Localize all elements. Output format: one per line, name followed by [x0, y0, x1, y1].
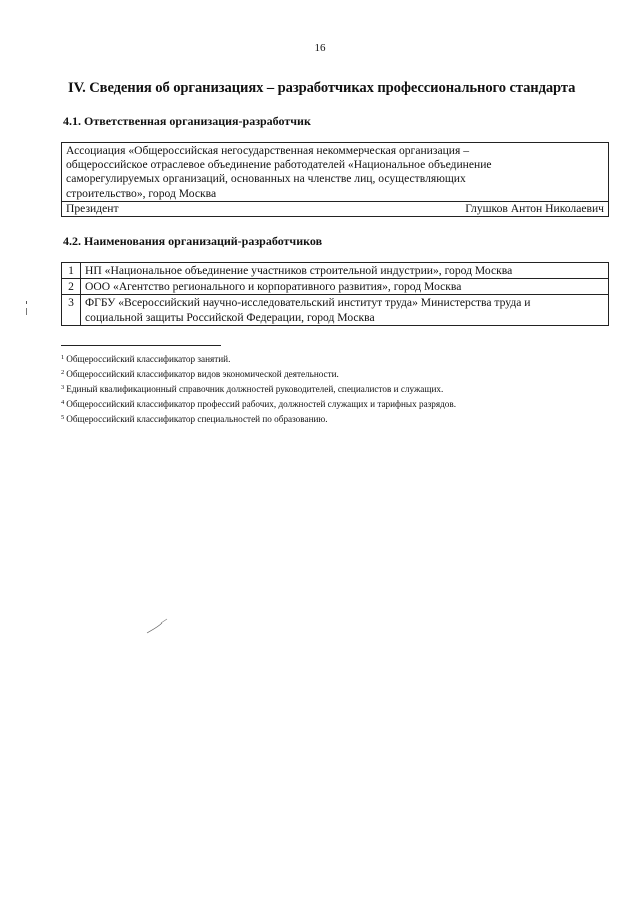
pen-stroke-mark — [146, 618, 168, 634]
footnote-divider — [61, 345, 221, 346]
footnote-mark: 1 — [61, 354, 65, 361]
responsible-org-cell — [62, 143, 609, 202]
footnote — [61, 351, 611, 366]
footnote — [61, 366, 611, 381]
responsible-org-row — [62, 143, 609, 202]
head-full-name: Глушков Антон Николаевич — [465, 201, 604, 215]
org-name-line: ООО «Агентство регионального и корпоративного развития», город Москва — [85, 280, 462, 294]
head-position: Президент — [66, 201, 119, 215]
footnote-mark: 4 — [61, 399, 65, 406]
page-number: 16 — [314, 42, 326, 54]
responsible-org-table — [61, 142, 609, 217]
org-name-line: саморегулируемых организаций, основанных на членстве лиц, осуществляющих — [66, 172, 466, 186]
responsible-org-heading: 4.1. Ответственная организация-разработчик — [63, 114, 311, 128]
footnotes — [61, 351, 611, 426]
footnote-mark: 5 — [61, 414, 65, 421]
org-name-line: общероссийское отраслевое объединение работодателей «Национальное объединение — [66, 158, 492, 172]
section-title: IV. Сведения об организациях – разработчиках профессионального стандарта — [68, 80, 576, 96]
org-name-cell — [81, 263, 609, 279]
org-name-cell — [81, 295, 609, 325]
footnote-text: Общероссийский классификатор занятий. — [66, 354, 231, 364]
table-row — [62, 263, 609, 279]
developer-orgs-table — [61, 262, 609, 326]
org-name-line: ФГБУ «Всероссийский научно-исследовательский институт труда» Министерства труда и — [85, 296, 531, 310]
footnote-mark: 2 — [61, 369, 65, 376]
table-row — [62, 279, 609, 295]
footnote-text: Общероссийский классификатор видов экономической деятельности. — [66, 369, 339, 379]
org-name-line: Ассоциация «Общероссийская негосударственная некоммерческая организация – — [66, 144, 470, 157]
developer-orgs-heading: 4.2. Наименования организаций-разработчиков — [63, 234, 323, 248]
footnote-text: Общероссийский классификатор специальностей по образованию. — [66, 414, 328, 424]
footnote-text: Единый квалификационный справочник должностей руководителей, специалистов и служащих. — [66, 384, 444, 394]
footnote-mark: 3 — [61, 384, 65, 391]
head-of-org-cell — [62, 201, 609, 216]
scan-artifact-mark — [25, 300, 28, 316]
org-name-line: социальной защиты Российской Федерации, город Москва — [85, 310, 375, 324]
row-number: 2 — [62, 279, 81, 295]
footnote-text: Общероссийский классификатор профессий рабочих, должностей служащих и тарифных разрядов. — [66, 399, 457, 409]
org-name-cell — [81, 279, 609, 295]
row-number: 3 — [62, 295, 81, 325]
footnote — [61, 381, 611, 396]
org-name-line: строительство», город Москва — [66, 186, 217, 200]
footnote — [61, 411, 611, 426]
footnote — [61, 396, 611, 411]
row-number: 1 — [62, 263, 81, 279]
table-row — [62, 295, 609, 325]
head-of-org-row — [62, 201, 609, 216]
org-name-line: НП «Национальное объединение участников строительной индустрии», город Москва — [85, 264, 513, 277]
